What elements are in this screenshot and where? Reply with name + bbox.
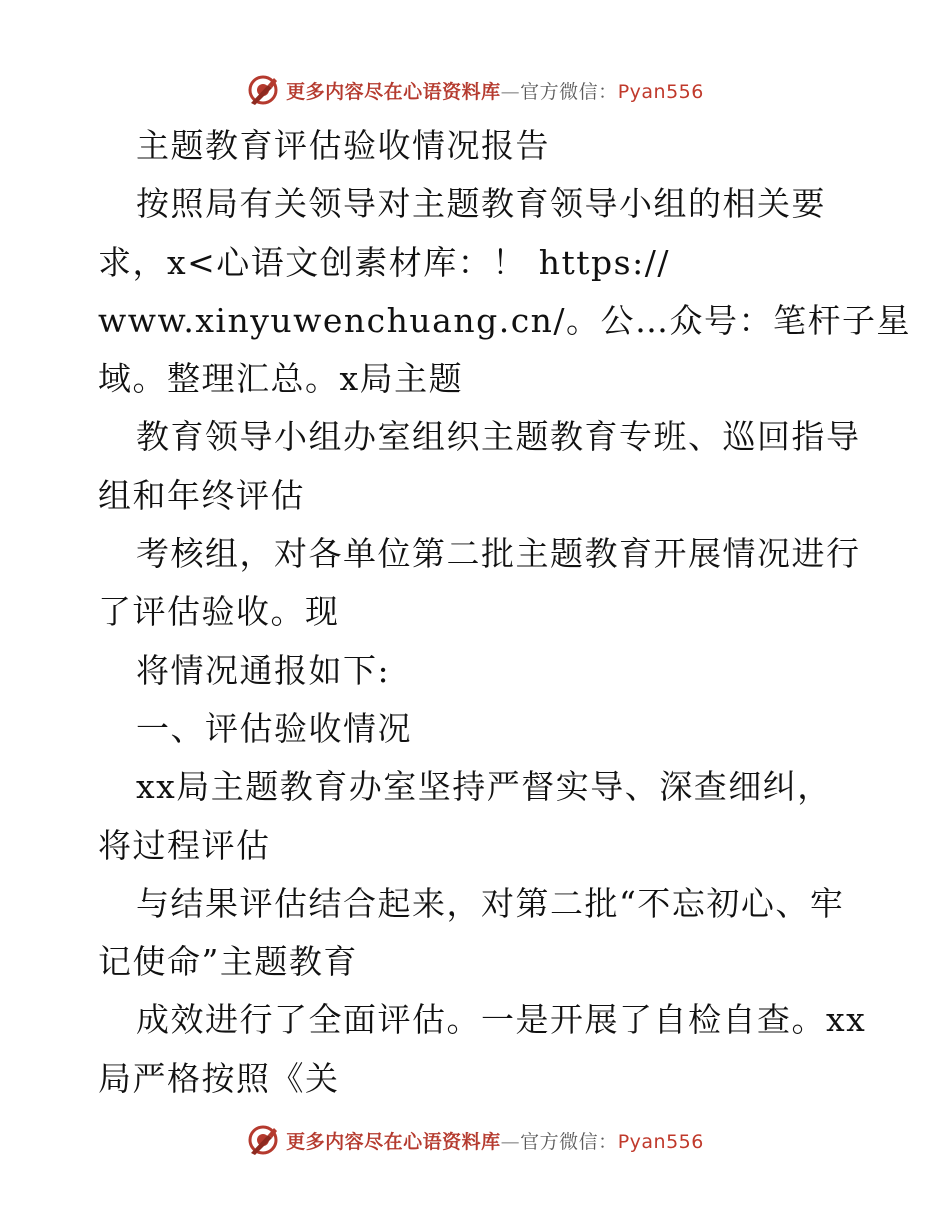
document-title: 主题教育评估验收情况报告 <box>136 126 550 165</box>
paragraph-line: xx局主题教育办室坚持严督实导、深查细纠， <box>136 767 832 807</box>
section-heading: 一、评估验收情况 <box>136 708 412 748</box>
paragraph-line: 将情况通报如下: <box>136 650 391 690</box>
paragraph-line: 按照局有关领导对主题教育领导小组的相关要 <box>136 184 826 224</box>
paragraph-line: 求，x<心语文创素材库：！ https:// <box>98 242 670 282</box>
pen-logo-icon <box>246 1123 280 1157</box>
paragraph-line: 成效进行了全面评估。一是开展了自检自查。xx <box>136 1000 867 1040</box>
paragraph-line: 局严格按照《关 <box>98 1058 340 1098</box>
paragraph-line: www.xinyuwenchuang.cn/。公…众号：笔杆子星 <box>98 300 912 340</box>
footer-watermark <box>0 1120 950 1160</box>
paragraph-line: 了评估验收。现 <box>98 592 340 632</box>
paragraph-line: 记使命”主题教育 <box>98 942 358 982</box>
paragraph-line: 域。整理汇总。x局主题 <box>98 359 464 399</box>
header-watermark <box>0 70 950 110</box>
paragraph-line: 与结果评估结合起来，对第二批“不忘初心、牢 <box>136 883 845 923</box>
paragraph-line: 考核组，对各单位第二批主题教育开展情况进行 <box>136 534 861 574</box>
watermark-text: 更多内容尽在心语资料库—官方微信：Pyan556 <box>286 1130 704 1153</box>
document-body <box>0 117 950 1108</box>
paragraph-line: 将过程评估 <box>98 825 271 865</box>
pen-logo-icon <box>246 73 280 107</box>
watermark-text: 更多内容尽在心语资料库—官方微信：Pyan556 <box>286 80 704 103</box>
paragraph-line: 组和年终评估 <box>98 475 305 515</box>
paragraph-line: 教育领导小组办室组织主题教育专班、巡回指导 <box>136 417 861 457</box>
